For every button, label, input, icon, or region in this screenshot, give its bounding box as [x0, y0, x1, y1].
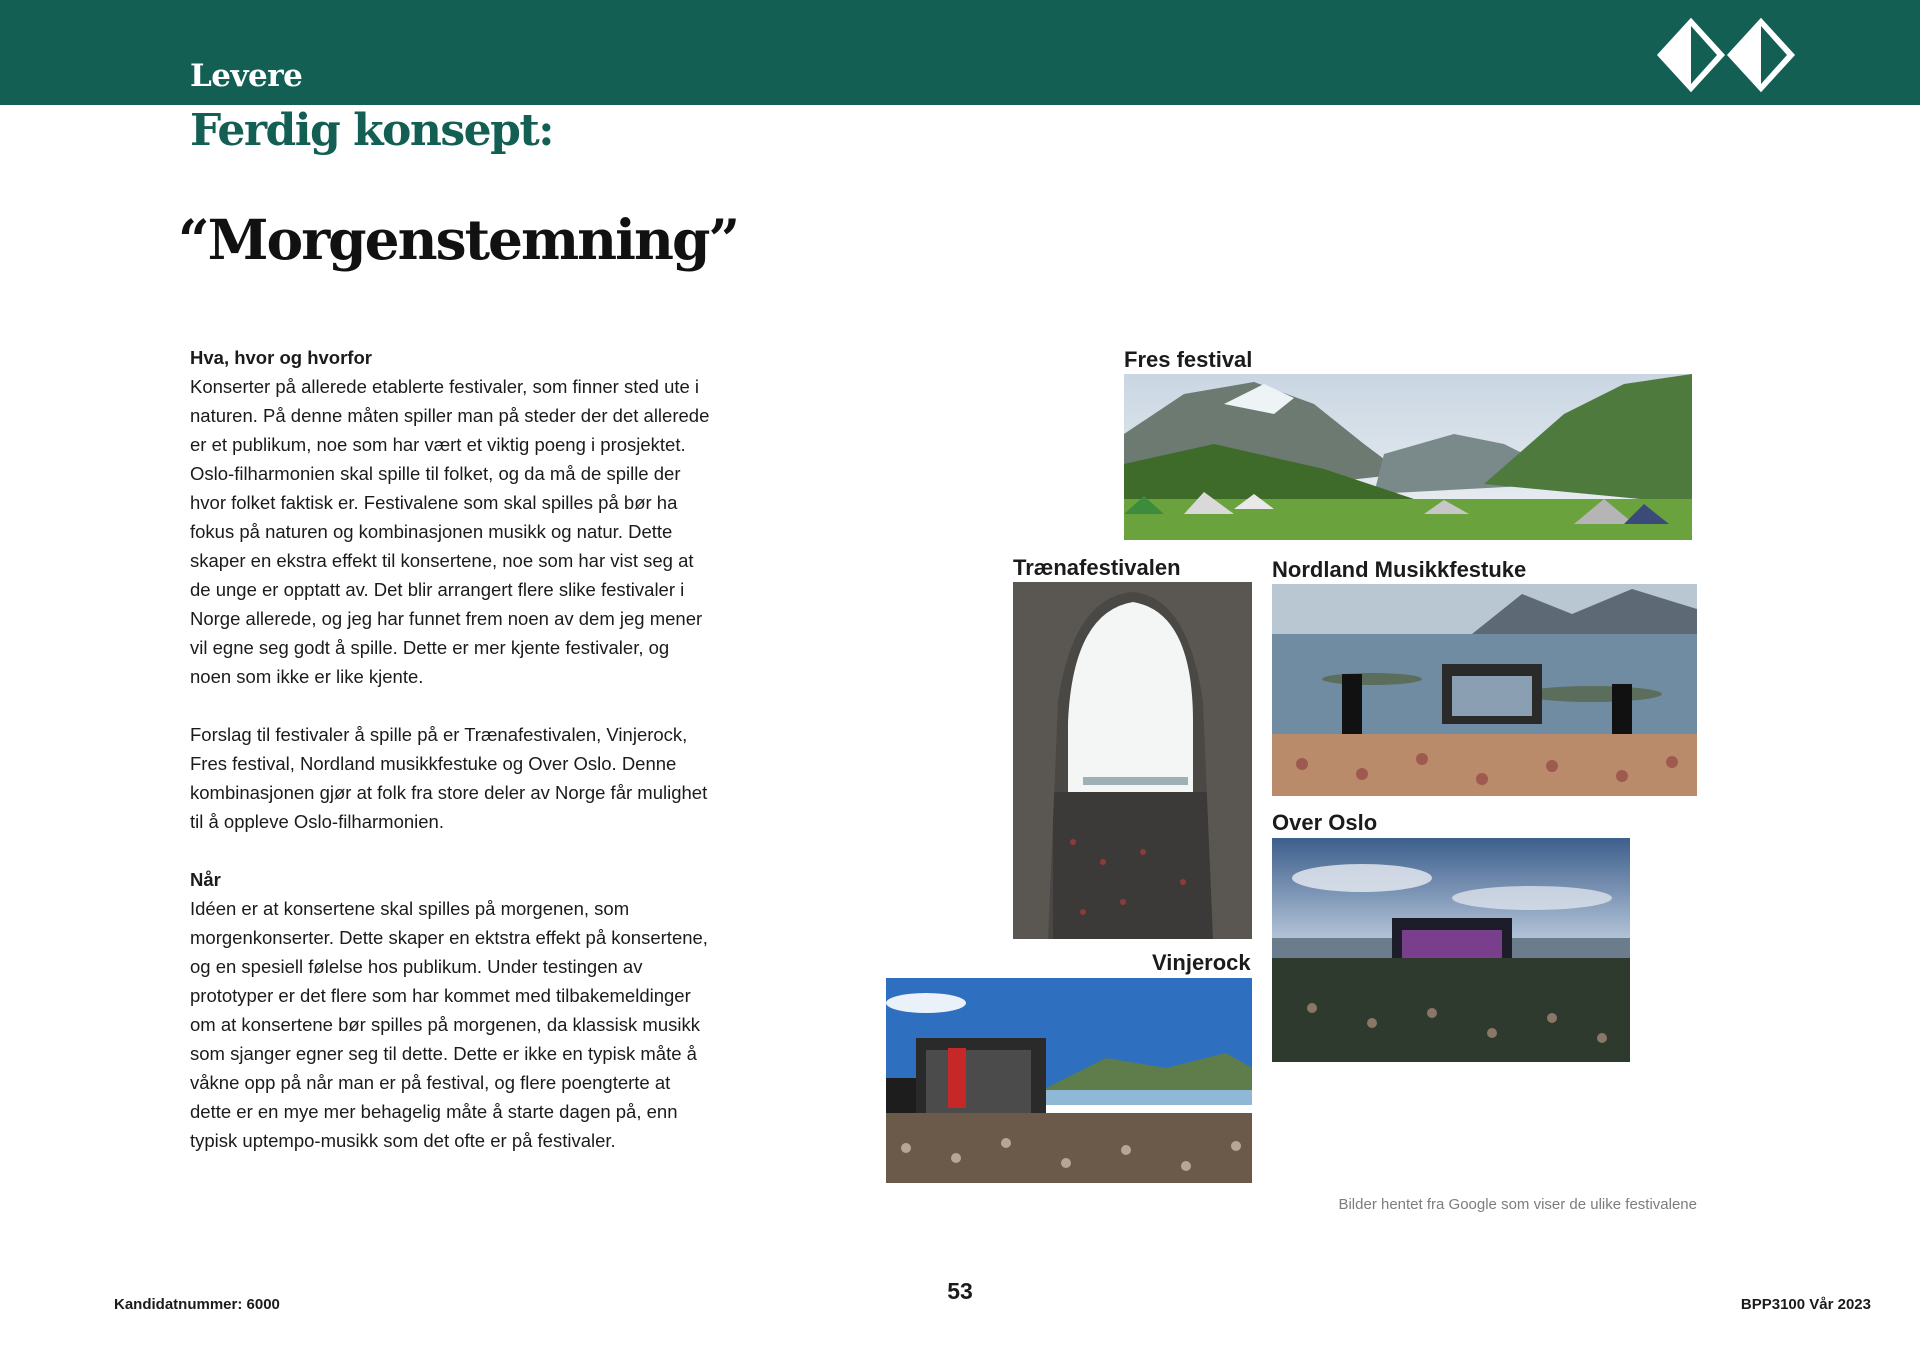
intro-paragraph: Konserter på allerede etablerte festivaler, som finner sted ute i naturen. På denne måten spiller man på steder der det allerede er et publikum, noe som har vært et viktig poeng i prosjektet. Oslo-filharmonien skal spille til folket, og da må de spille der hvor folket faktisk er. Festivalene som skal spilles på bør ha fokus på naturen og kombinasjonen musikk og natur. Dette skaper en ekstra effekt til konsertene, noe som har vist seg at de unge er opptatt av. Det blir arrangert flere slike festivaler i Norge allerede, og jeg har funnet frem noen av dem jeg mener vil egne seg godt å spille. Dette er mer kjente festivaler, og noen som ikke er like kjente. — [190, 376, 710, 687]
intro-heading: Hva, hvor og hvorfor — [190, 347, 372, 368]
suggestion-paragraph: Forslag til festivaler å spille på er Trænafestivalen, Vinjerock, Fres festival, Nordland musikkfestuke og Over Oslo. Denne kombinasjonen gjør at folk fra store deler av Norge får mulighet til å oppleve Oslo-filharmonien. — [190, 724, 708, 832]
vinjerock-label: Vinjerock — [1152, 950, 1251, 975]
course-info: BPP3100 Vår 2023 — [1740, 1296, 1871, 1313]
page-heading: Ferdig konsept: — [190, 105, 553, 156]
when-paragraph: Idéen er at konsertene skal spilles på morgenen, som morgenkonserter. Dette skaper en ektstra effekt på konsertene, og en spesiell følelse hos publikum. Under testingen av prototyper er det flere som har kommet med tilbakemeldinger om at konsertene bør spilles på morgenen, da klassisk musikk som sjanger egner seg til dette. Dette er ikke en typisk måte å våkne opp på når man er på festival, og flere poengterte at dette er en mye mer behagelig måte å starte dagen på, enn typisk uptempo-musikk som det ofte er på festivaler. — [190, 898, 708, 1151]
traena-festival-photo — [1013, 582, 1252, 939]
concept-title: “Morgenstemning” — [178, 207, 739, 272]
over-oslo-photo — [1272, 838, 1630, 1062]
double-diamond-logo-icon — [1655, 16, 1800, 94]
candidate-number: Kandidatnummer: 6000 — [114, 1296, 280, 1313]
traena-festival-label: Trænafestivalen — [1013, 555, 1181, 580]
fres-festival-photo — [1124, 374, 1692, 540]
over-oslo-label: Over Oslo — [1272, 810, 1378, 835]
fres-festival-label: Fres festival — [1124, 347, 1253, 372]
nordland-musikkfestuke-label: Nordland Musikkfestuke — [1272, 557, 1527, 582]
vinjerock-photo — [886, 978, 1252, 1183]
when-heading: Når — [190, 869, 221, 890]
body-text-column — [190, 343, 715, 1184]
page-number: 53 — [947, 1278, 973, 1304]
nordland-musikkfestuke-photo — [1272, 584, 1697, 796]
section-label: Levere — [190, 58, 303, 94]
image-caption: Bilder hentet fra Google som viser de ulike festivalene — [1338, 1196, 1697, 1213]
